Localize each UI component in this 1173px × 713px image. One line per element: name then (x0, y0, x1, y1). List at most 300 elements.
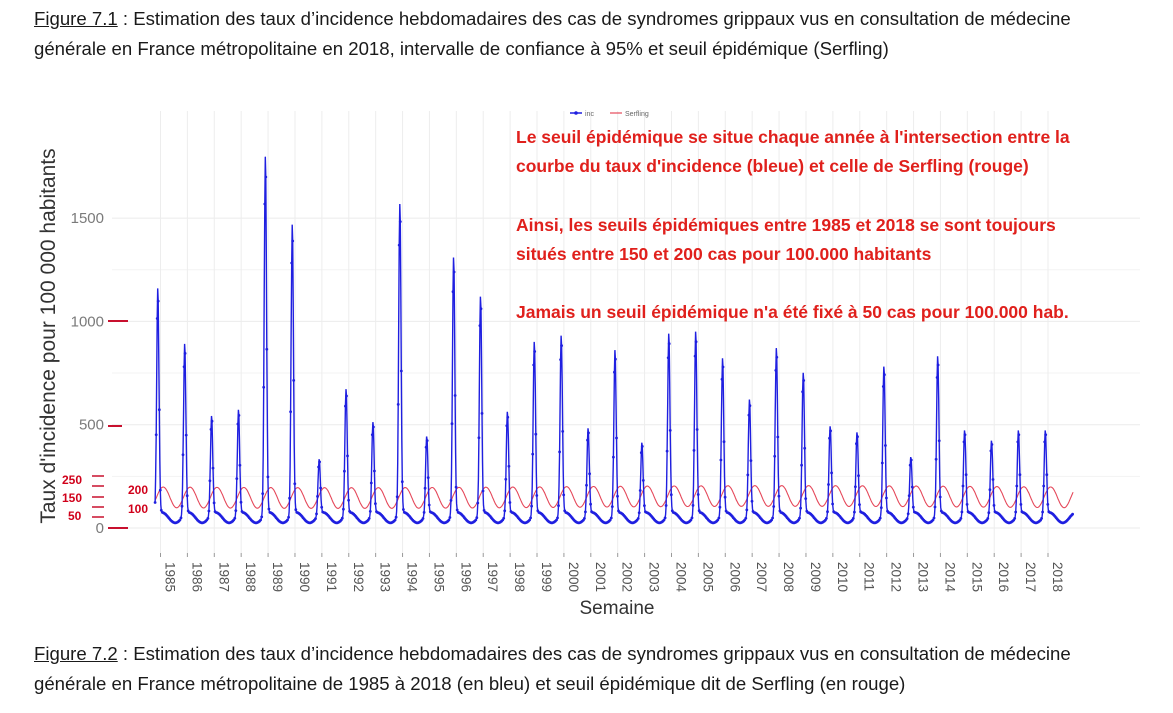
incidence-point (614, 358, 617, 361)
incidence-point (396, 495, 399, 498)
incidence-point (184, 352, 187, 355)
x-tick-label: 2010 (834, 562, 850, 593)
incidence-point (558, 451, 561, 454)
x-tick-label: 1991 (323, 562, 339, 593)
x-tick-label: 1992 (350, 562, 366, 593)
incidence-point (746, 474, 749, 477)
incidence-point (1013, 517, 1016, 520)
incidence-point (267, 476, 270, 479)
incidence-point (534, 433, 537, 436)
x-tick-label: 1993 (377, 562, 393, 593)
incidence-point (371, 433, 374, 436)
incidence-point (798, 517, 801, 520)
incidence-point (911, 486, 914, 489)
incidence-point (828, 437, 831, 440)
x-tick-label: 2001 (592, 562, 608, 593)
incidence-point (370, 482, 373, 485)
incidence-point (829, 430, 832, 433)
incidence-point (259, 519, 262, 522)
incidence-point (456, 509, 459, 512)
incidence-point (475, 516, 478, 519)
incidence-point (233, 517, 236, 520)
incidence-point (402, 508, 405, 511)
x-tick-label: 2000 (565, 562, 581, 593)
incidence-point (855, 442, 858, 445)
incidence-point (476, 502, 479, 505)
incidence-point (883, 373, 886, 376)
incidence-point (426, 439, 429, 442)
incidence-point (721, 378, 724, 381)
incidence-point (856, 435, 859, 438)
incidence-point (294, 508, 297, 511)
incidence-point (213, 502, 216, 505)
incidence-point (1041, 511, 1044, 514)
incidence-point (452, 290, 455, 293)
incidence-point (665, 504, 668, 507)
incidence-point (401, 480, 404, 483)
figure-7-1-text: : Estimation des taux d’incidence hebdomadaires des cas de syndromes grippaux vus en consultation de médecine générale en France métropolitaine en 2018, intervalle de confiance à 95% et seuil épidémique (Serfling) (34, 8, 1071, 59)
incidence-point (584, 511, 587, 514)
incidence-point (157, 300, 160, 303)
incidence-point (1044, 433, 1047, 436)
incidence-point (372, 426, 375, 429)
incidence-point (799, 507, 802, 510)
incidence-point (611, 505, 614, 508)
x-tick-label: 1989 (270, 562, 286, 593)
incidence-point (293, 482, 296, 485)
x-tick-label: 1986 (189, 562, 205, 593)
incidence-point (583, 517, 586, 520)
x-tick-label: 2005 (700, 562, 716, 593)
incidence-point (854, 485, 857, 488)
incidence-point (315, 513, 318, 516)
incidence-point (422, 517, 425, 520)
incidence-point (719, 506, 722, 509)
red-label-100: 100 (128, 502, 149, 516)
incidence-point (589, 503, 592, 506)
incidence-point (939, 496, 942, 499)
incidence-point (509, 501, 512, 504)
incidence-point (397, 403, 400, 406)
figure-7-2-caption (34, 639, 1144, 699)
x-tick-label: 2006 (727, 562, 743, 593)
incidence-point (240, 501, 243, 504)
x-tick-label: 2016 (996, 562, 1012, 593)
annotation-line-5: Jamais un seuil épidémique n'a été fixé à 50 cas pour 100.000 hab. (516, 302, 1069, 322)
x-tick-label: 1994 (404, 562, 420, 593)
incidence-point (906, 517, 909, 520)
incidence-point (373, 470, 376, 473)
incidence-point (937, 364, 940, 367)
incidence-point (455, 486, 458, 489)
incidence-point (857, 474, 860, 477)
incidence-point (557, 504, 560, 507)
incidence-point (908, 494, 911, 497)
incidence-point (345, 395, 348, 398)
incidence-point (745, 509, 748, 512)
incidence-point (907, 512, 910, 515)
incidence-point (425, 446, 428, 449)
incidence-point (963, 441, 966, 444)
incidence-point (154, 501, 157, 504)
incidence-point (289, 410, 292, 413)
y-ticks (71, 210, 104, 537)
incidence-point (368, 517, 371, 520)
incidence-point (1046, 503, 1049, 506)
incidence-point (533, 350, 536, 353)
incidence-point (987, 511, 990, 514)
incidence-point (693, 449, 696, 452)
annotation-line-3: Ainsi, les seuils épidémiques entre 1985 et 2018 se sont toujours (516, 215, 1056, 235)
legend-serfling-label: Serfling (625, 111, 649, 118)
incidence-point (346, 455, 349, 458)
annotation-line-4: situés entre 150 et 200 cas pour 100.000 habitants (516, 244, 932, 264)
red-label-150: 150 (62, 491, 83, 505)
incidence-point (880, 506, 883, 509)
x-tick-label: 2013 (915, 562, 931, 593)
annotation-line-2: courbe du taux d'incidence (bleue) et celle de Serfling (rouge) (516, 156, 1029, 176)
incidence-point (210, 428, 213, 431)
incidence-point (1040, 517, 1043, 520)
incidence-point (235, 477, 238, 480)
incidence-point (319, 487, 322, 490)
incidence-point (505, 424, 508, 427)
incidence-point (826, 510, 829, 513)
incidence-point (771, 517, 774, 520)
incidence-point (211, 420, 214, 423)
incidence-point (1043, 441, 1046, 444)
incidence-point (587, 432, 590, 435)
incidence-point (993, 504, 996, 507)
incidence-point (801, 390, 804, 393)
incidence-point (503, 509, 506, 512)
incidence-point (1071, 513, 1074, 516)
x-tick-label: 2017 (1023, 562, 1039, 593)
incidence-point (989, 488, 992, 491)
incidence-point (588, 472, 591, 475)
incidence-point (186, 494, 189, 497)
incidence-point (316, 495, 319, 498)
incidence-point (986, 517, 989, 520)
incidence-point (314, 517, 317, 520)
incidence-point (724, 496, 727, 499)
incidence-point (451, 422, 454, 425)
incidence-point (344, 405, 347, 408)
incidence-point (291, 240, 294, 243)
incidence-point (933, 517, 936, 520)
incidence-point (265, 348, 268, 351)
y-tick-label: 1000 (70, 313, 104, 331)
incidence-point (1045, 473, 1048, 476)
incidence-point (966, 503, 969, 506)
incidence-point (448, 519, 451, 522)
incidence-point (934, 506, 937, 509)
incidence-point (720, 459, 723, 462)
incidence-point (962, 485, 965, 488)
incidence-point (637, 517, 640, 520)
incidence-point (831, 503, 834, 506)
incidence-point (772, 505, 775, 508)
incidence-point (827, 483, 830, 486)
incidence-point (961, 511, 964, 514)
incidence-point (318, 461, 321, 464)
incidence-point (561, 430, 564, 433)
incidence-point (449, 516, 452, 519)
incidence-point (670, 493, 673, 496)
incidence-point (879, 517, 882, 520)
x-tick-label: 2014 (942, 562, 958, 593)
incidence-point (394, 519, 397, 522)
incidence-point (239, 464, 242, 467)
incidence-point (562, 494, 565, 497)
incidence-point (264, 176, 267, 179)
incidence-point (531, 453, 534, 456)
incidence-point (667, 356, 670, 359)
incidence-point (751, 500, 754, 503)
incidence-point (208, 510, 211, 513)
incidence-point (263, 203, 266, 206)
incidence-point (804, 497, 807, 500)
incidence-point (342, 508, 345, 511)
incidence-point (641, 445, 644, 448)
incidence-point (615, 437, 618, 440)
incidence-point (990, 450, 993, 453)
incidence-point (639, 489, 642, 492)
x-tick-label: 2009 (807, 562, 823, 593)
incidence-point (664, 517, 667, 520)
incidence-point (696, 428, 699, 431)
incidence-point (825, 517, 828, 520)
incidence-point (180, 517, 183, 520)
x-tick-label: 1999 (539, 562, 555, 593)
x-tick-label: 1997 (485, 562, 501, 593)
y-tick-label: 1500 (70, 210, 104, 228)
incidence-point (374, 502, 377, 505)
incidence-point (398, 244, 401, 247)
incidence-point (586, 439, 589, 442)
incidence-point (960, 517, 963, 520)
incidence-point (668, 342, 671, 345)
incidence-point (207, 517, 210, 520)
incidence-point (238, 414, 241, 417)
incidence-point (453, 271, 456, 274)
x-tick-label: 1996 (458, 562, 474, 593)
incidence-point (1014, 511, 1017, 514)
figure-7-1-caption (34, 4, 1144, 64)
x-ticks (161, 553, 1066, 593)
incidence-point (909, 464, 912, 467)
x-tick-label: 2008 (781, 562, 797, 593)
incidence-point (691, 517, 694, 520)
incidence-point (427, 476, 430, 479)
incidence-point (853, 511, 856, 514)
x-tick-label: 1988 (243, 562, 259, 593)
incidence-point (1042, 485, 1045, 488)
incidence-point (478, 436, 481, 439)
incidence-point (286, 519, 289, 522)
incidence-point (341, 517, 344, 520)
incidence-point (692, 504, 695, 507)
x-tick-label: 1998 (512, 562, 528, 593)
incidence-point (395, 516, 398, 519)
incidence-point (347, 499, 350, 502)
incidence-point (613, 371, 616, 374)
incidence-point (748, 414, 751, 417)
incidence-point (858, 503, 861, 506)
incidence-point (885, 497, 888, 500)
incidence-point (830, 472, 833, 475)
x-tick-label: 2007 (754, 562, 770, 593)
incidence-point (480, 307, 483, 310)
x-tick-label: 1985 (162, 562, 178, 593)
incidence-point (423, 511, 426, 514)
incidence-point (320, 506, 323, 509)
incidence-point (560, 344, 563, 347)
x-tick-label: 1987 (216, 562, 232, 593)
incidence-point (290, 262, 293, 265)
incidence-point (268, 508, 271, 511)
incidence-point (535, 494, 538, 497)
incidence-point (1017, 433, 1020, 436)
incidence-point (750, 459, 753, 462)
incidence-point (209, 479, 212, 482)
incidence-point (1020, 503, 1023, 506)
x-tick-label: 2018 (1050, 562, 1065, 593)
incidence-point (881, 462, 884, 465)
figure-7-2-text: : Estimation des taux d’incidence hebdomadaires des cas de syndromes grippaux vus en consultation de médecine générale en France métropolitaine de 1985 à 2018 (en bleu) et seuil épidémique dit de Serfling (en rouge) (34, 643, 1071, 694)
y-tick-label: 0 (95, 520, 104, 537)
incidence-point (343, 470, 346, 473)
incidence-point (237, 423, 240, 426)
incidence-point (694, 355, 697, 358)
incidence-point (800, 464, 803, 467)
incidence-point (775, 356, 778, 359)
incidence-point (1019, 473, 1022, 476)
x-tick-label: 2002 (619, 562, 635, 593)
incidence-point (262, 386, 265, 389)
incidence-point (964, 433, 967, 436)
incidence-point (181, 505, 184, 508)
incidence-point (317, 466, 320, 469)
incidence-point (159, 489, 162, 492)
incidence-point (287, 516, 290, 519)
incidence-point (749, 404, 752, 407)
red-label-200: 200 (128, 483, 149, 497)
incidence-point (260, 516, 263, 519)
incidence-point (454, 394, 457, 397)
incidence-point (722, 366, 725, 369)
incidence-point (428, 504, 431, 507)
incidence-point (559, 358, 562, 361)
annotation-line-1: Le seuil épidémique se situe chaque année à l'intersection entre la (516, 127, 1070, 147)
incidence-point (400, 370, 403, 373)
incidence-point (261, 492, 264, 495)
incidence-point (292, 379, 295, 382)
incidence-point (697, 493, 700, 496)
x-tick-label: 1995 (431, 562, 447, 593)
red-label-50: 50 (68, 509, 82, 523)
incidence-point (288, 497, 291, 500)
incidence-point (695, 340, 698, 343)
x-tick-label: 2015 (969, 562, 985, 593)
incidence-point (723, 440, 726, 443)
incidence-point (155, 433, 158, 436)
red-label-250: 250 (62, 473, 83, 487)
incidence-point (776, 436, 779, 439)
incidence-point (156, 317, 159, 320)
incidence-point (1015, 485, 1018, 488)
incidence-point (1016, 441, 1019, 444)
incidence-point (479, 324, 482, 327)
incidence-point (910, 459, 913, 462)
incidence-point (502, 517, 505, 520)
incidence-point (938, 439, 941, 442)
incidence-point (185, 434, 188, 437)
incidence-point (616, 495, 619, 498)
figure-7-1-label: Figure 7.1 (34, 8, 118, 29)
incidence-point (802, 379, 805, 382)
incidence-point (803, 447, 806, 450)
x-tick-label: 1990 (296, 562, 312, 593)
x-tick-label: 2011 (861, 562, 877, 592)
incidence-point (744, 517, 747, 520)
x-axis-label: Semaine (579, 598, 655, 619)
incidence-point (529, 517, 532, 520)
x-tick-label: 2012 (888, 562, 904, 593)
incidence-point (638, 511, 641, 514)
incidence-point (504, 478, 507, 481)
incidence-point (183, 365, 186, 368)
incidence-point (936, 376, 939, 379)
incidence-point (642, 479, 645, 482)
legend-inc-label: inc (585, 111, 594, 118)
incidence-point (773, 455, 776, 458)
incidence-point (882, 385, 885, 388)
incidence-point (992, 478, 995, 481)
incidence-point (612, 456, 615, 459)
incidence-point (212, 467, 215, 470)
incidence-point (666, 450, 669, 453)
incidence-point (610, 517, 613, 520)
incidence-point (508, 465, 511, 468)
incidence-point (556, 517, 559, 520)
y-axis-label: Taux d'incidence pour 100 000 habitants (37, 148, 60, 524)
incidence-point (450, 499, 453, 502)
incidence-point (585, 484, 588, 487)
figure-7-2-label: Figure 7.2 (34, 643, 118, 664)
incidence-point (182, 453, 185, 456)
incidence-point (718, 517, 721, 520)
incidence-point (158, 408, 161, 411)
incidence-point (912, 506, 915, 509)
incidence-point (369, 510, 372, 513)
incidence-point (506, 416, 509, 419)
incidence-point (991, 443, 994, 446)
y-tick-label: 500 (78, 416, 104, 434)
incidence-point (234, 509, 237, 512)
legend-inc-dot (574, 111, 578, 115)
incidence-point (669, 429, 672, 432)
incidence-point (778, 495, 781, 498)
x-tick-label: 2004 (673, 562, 689, 593)
incidence-point (965, 473, 968, 476)
incidence-point (640, 451, 643, 454)
incidence-point (852, 517, 855, 520)
incidence-point (774, 369, 777, 372)
x-tick-label: 2003 (646, 562, 662, 593)
incidence-point (532, 364, 535, 367)
incidence-point (424, 487, 427, 490)
